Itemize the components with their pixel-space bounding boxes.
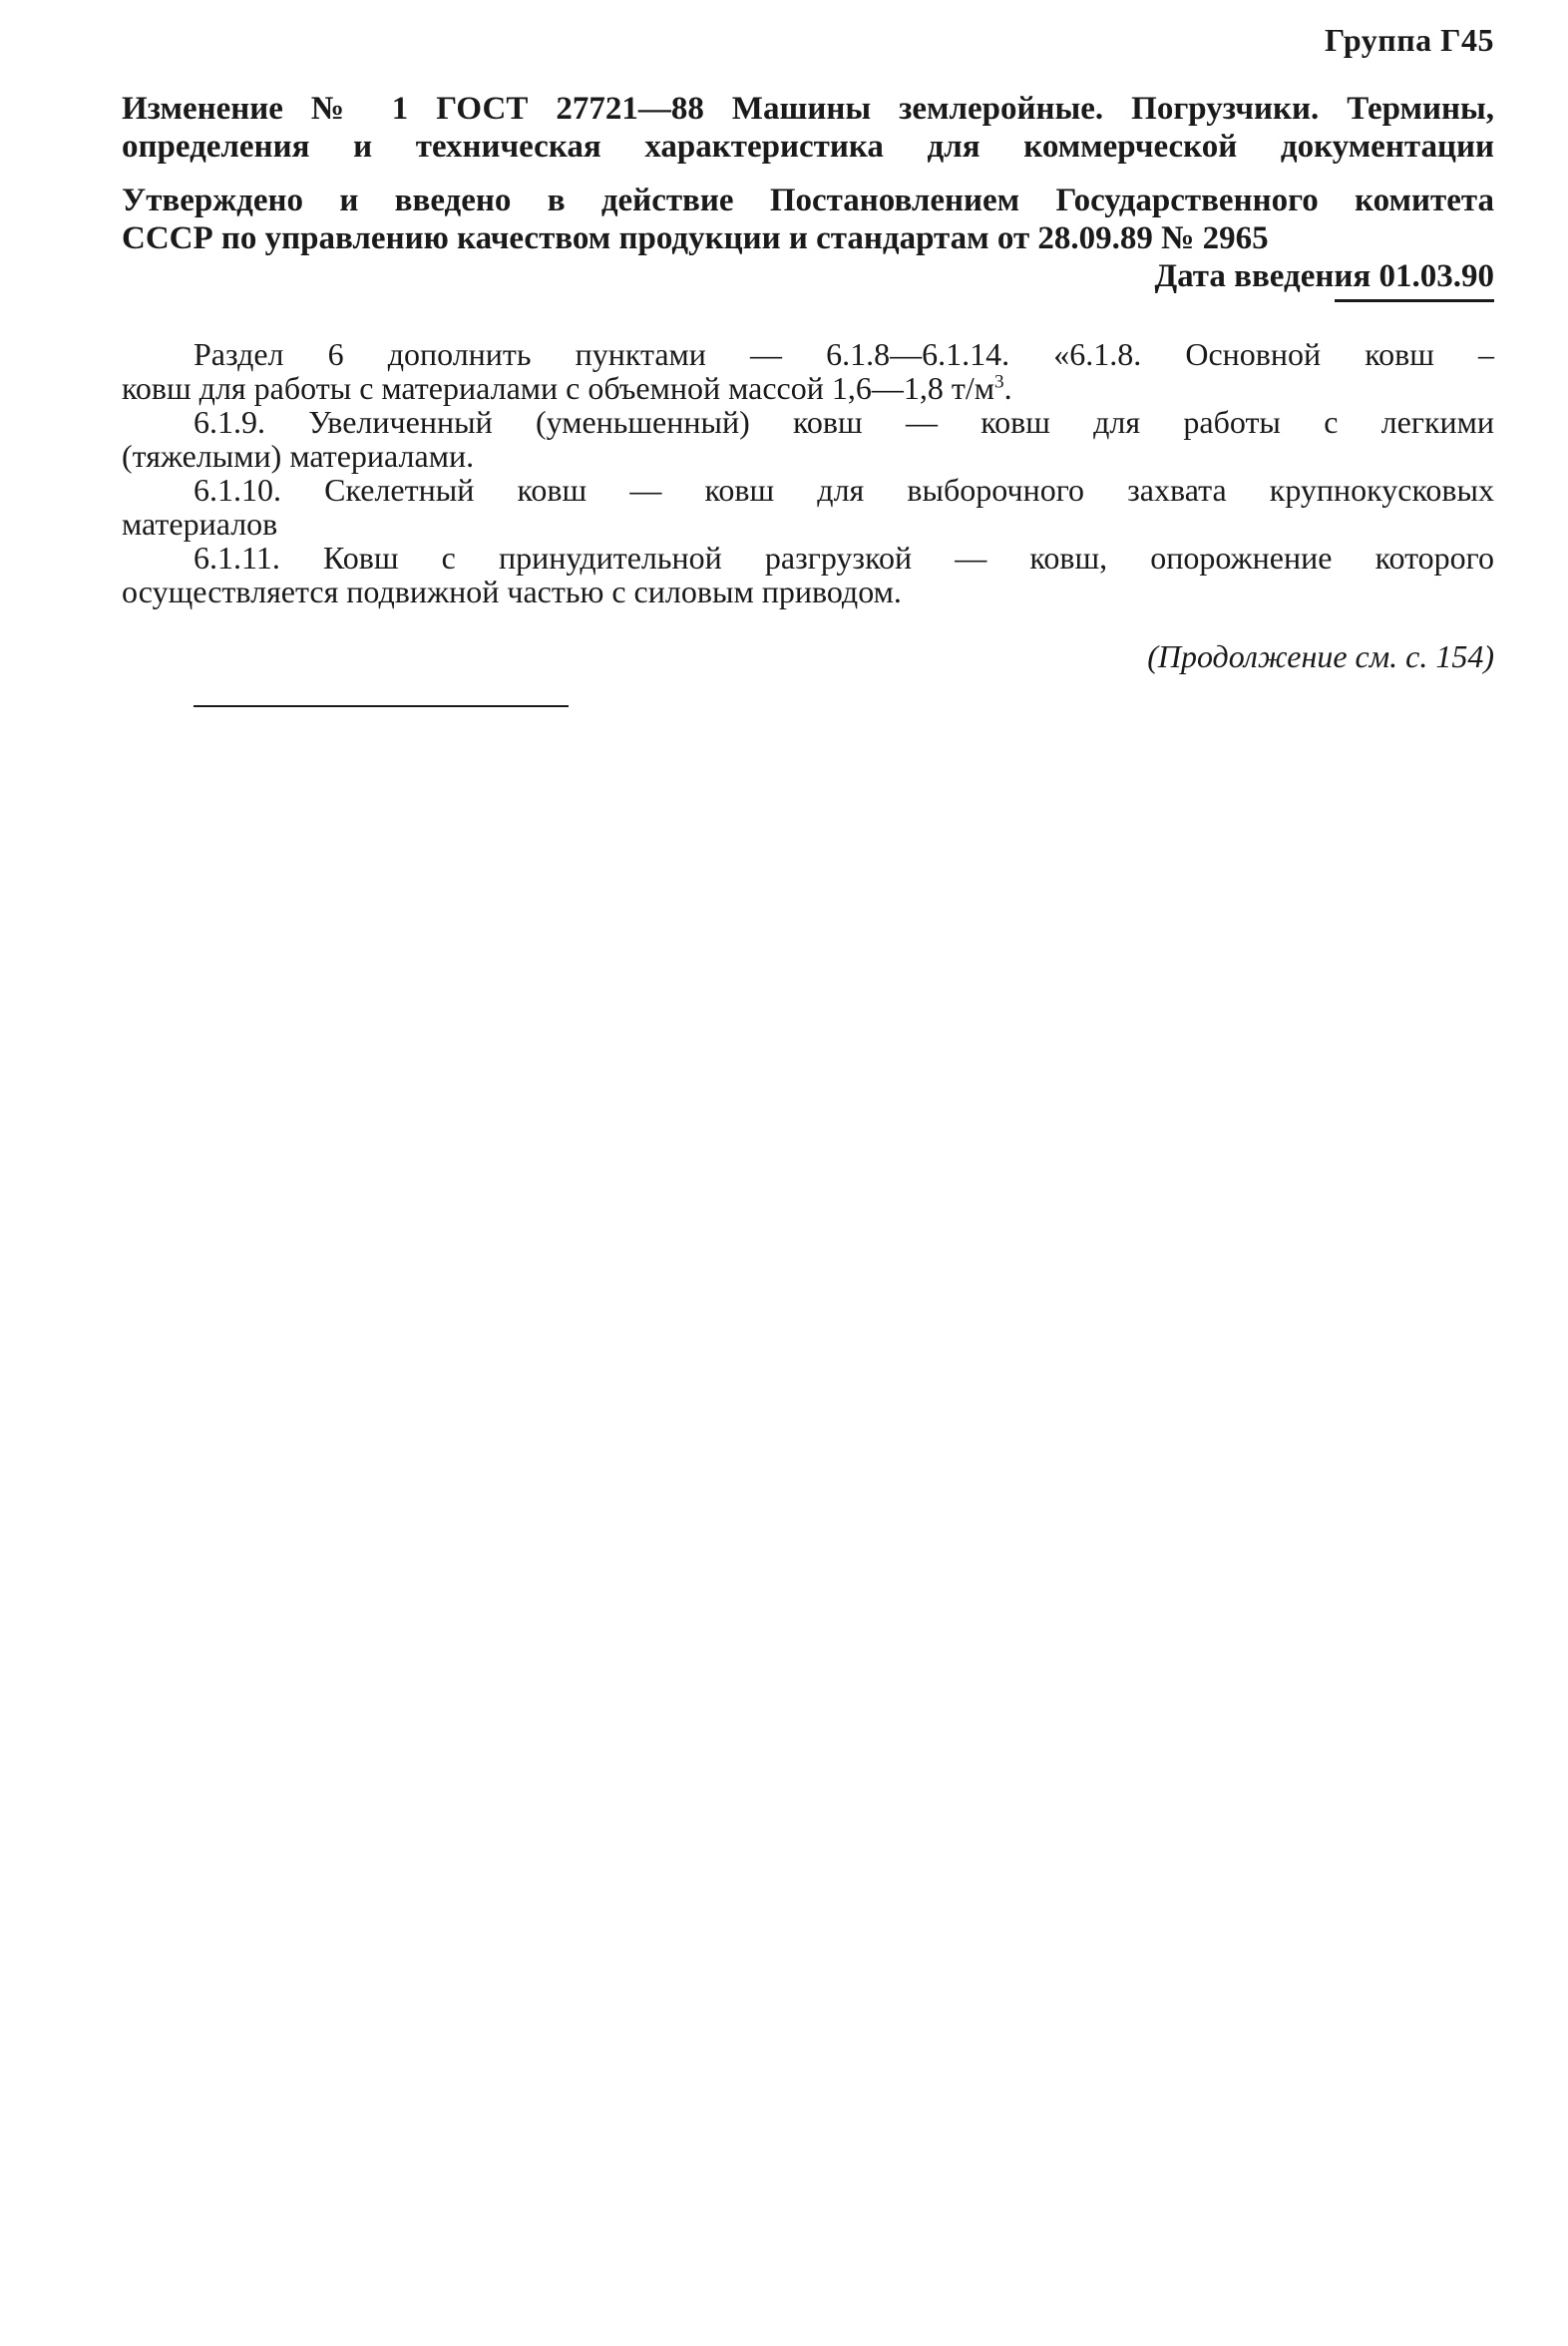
body-line: 6.1.9. Увеличенный (уменьшенный) ковш — ковш для работы с легкими <box>194 404 1494 440</box>
introduction-date-value: 01.03.90 <box>1378 258 1494 294</box>
body-line: 6.1.11. Ковш с принудительной разгрузкой — ковш, опорожнение которого <box>194 540 1494 576</box>
approval-statement <box>122 182 1494 257</box>
approval-line: СССР по управлению качеством продукции и стандартам от 28.09.89 № 2965 <box>122 220 1269 256</box>
approval-line: Утверждено и введено в действие Постановлением Государственного комитета <box>122 183 1494 218</box>
body-line: материалов <box>122 506 278 542</box>
body-line: осуществляется подвижной частью с силовым приводом. <box>122 574 902 609</box>
body-line: 6.1.10. Скелетный ковш — ковш для выборочного захвата крупнокусковых <box>194 472 1494 508</box>
body-line: (тяжелыми) материалами. <box>122 438 475 474</box>
amendment-body <box>122 337 1494 608</box>
footer-rule <box>194 705 569 707</box>
body-line <box>122 371 1494 405</box>
body-line-end: . <box>1003 370 1012 406</box>
superscript: 3 <box>993 371 1004 393</box>
amendment-title <box>122 90 1494 166</box>
introduction-date <box>1154 257 1494 295</box>
introduction-date-label: Дата введения <box>1154 258 1372 294</box>
amendment-title-line: Изменение № 1 ГОСТ 27721—88 Машины землеройные. Погрузчики. Термины, <box>122 91 1494 127</box>
body-line: Раздел 6 дополнить пунктами — 6.1.8—6.1.14. «6.1.8. Основной ковш – <box>194 336 1494 372</box>
group-code: Группа Г45 <box>1325 22 1494 58</box>
date-underline <box>1335 299 1494 302</box>
continuation-note: (Продолжение см. с. 154) <box>1147 638 1494 674</box>
body-line-text: ковш для работы с материалами с объемной массой 1,6—1,8 т/м <box>122 370 994 406</box>
amendment-title-line: определения и техническая характеристика для коммерческой документации <box>122 129 1494 165</box>
